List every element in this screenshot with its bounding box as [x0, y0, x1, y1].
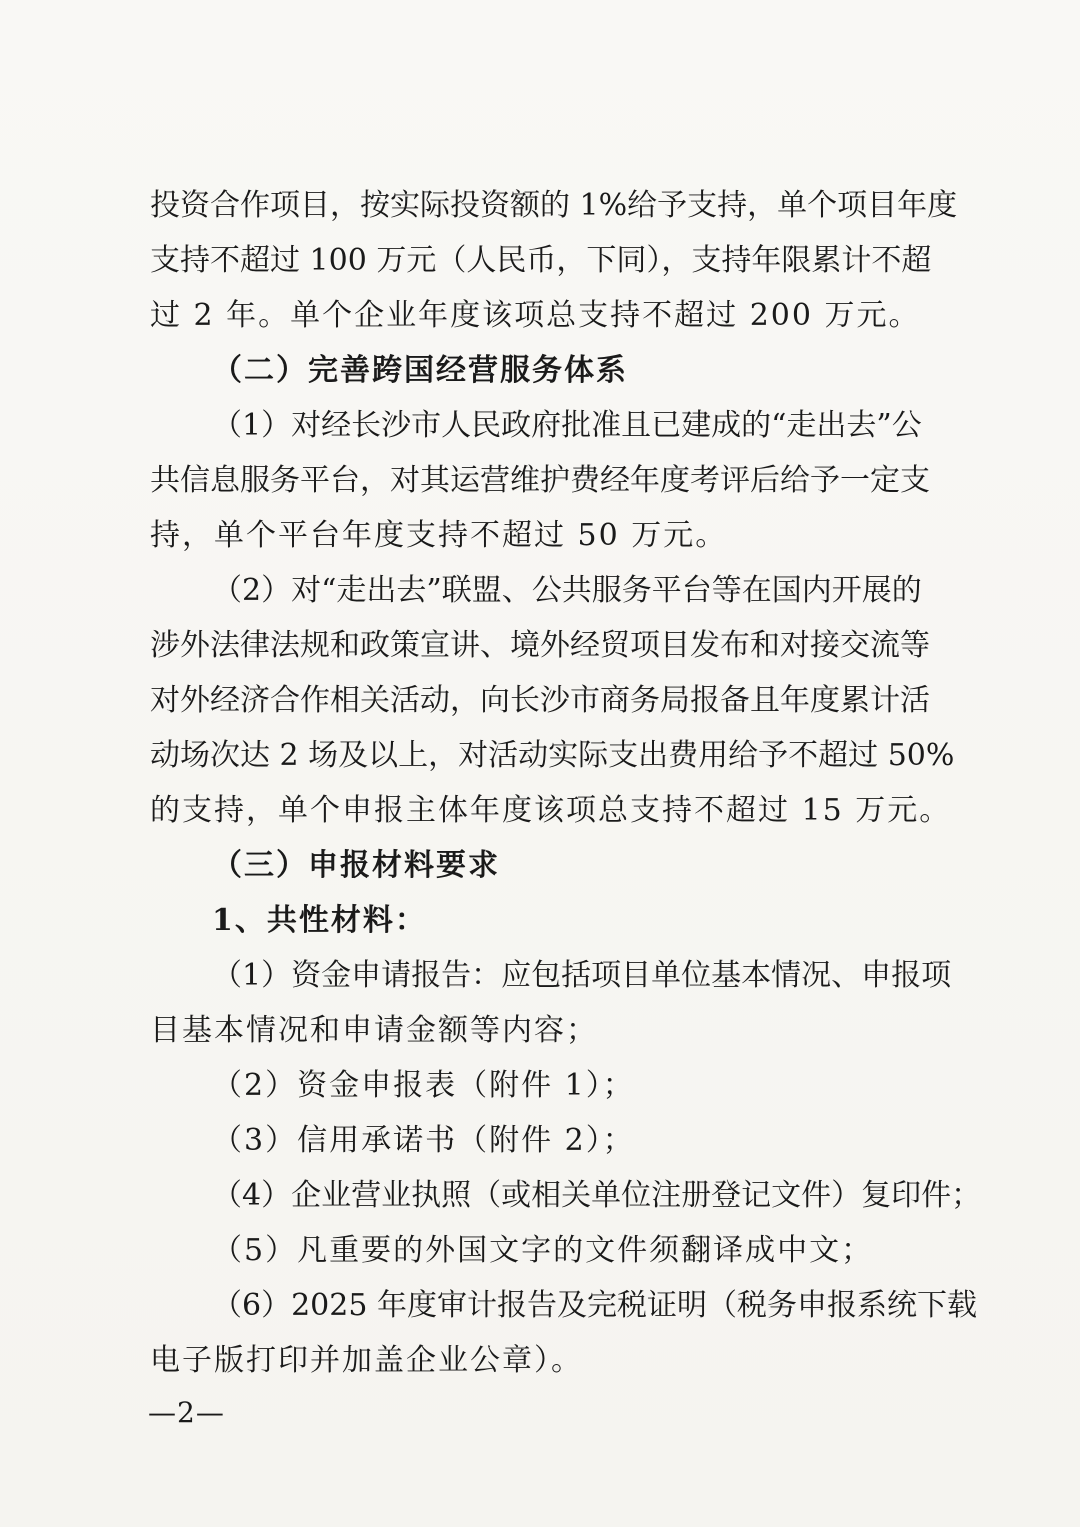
- paragraph-line-9: 涉外法律法规和政策宣讲、境外经贸项目发布和对接交流等: [150, 628, 930, 663]
- page-number: —2—: [148, 1396, 225, 1429]
- list-item-6: （6）2025 年度审计报告及完税证明（税务申报系统下载: [212, 1288, 977, 1323]
- list-item-4: （4）企业营业执照（或相关单位注册登记文件）复印件；: [212, 1178, 982, 1213]
- paragraph-line-11: 动场次达 2 场及以上，对活动实际支出费用给予不超过 50%: [150, 738, 955, 773]
- list-item-5: （5）凡重要的外国文字的文件须翻译成中文；: [212, 1233, 874, 1268]
- document-body: [150, 178, 982, 1388]
- paragraph-line-5: （1）对经长沙市人民政府批准且已建成的“走出去”公: [212, 408, 922, 443]
- paragraph-line-15: （1）资金申请报告：应包括项目单位基本情况、申报项: [212, 958, 952, 993]
- list-item-3: （3）信用承诺书（附件 2）；: [212, 1123, 635, 1158]
- paragraph-line-1: 投资合作项目，按实际投资额的 1%给予支持，单个项目年度: [150, 188, 958, 223]
- paragraph-line-3: 过 2 年。单个企业年度该项总支持不超过 200 万元。: [150, 298, 921, 333]
- section-heading-2: （二）完善跨国经营服务体系: [212, 353, 628, 388]
- paragraph-line-16: 目基本情况和申请金额等内容；: [150, 1013, 598, 1048]
- section-heading-3: （三）申报材料要求: [212, 848, 500, 883]
- paragraph-line-6: 共信息服务平台，对其运营维护费经年度考评后给予一定支: [150, 463, 930, 498]
- list-item-2: （2）资金申报表（附件 1）；: [212, 1068, 635, 1103]
- paragraph-line-2: 支持不超过 100 万元（人民币，下同），支持年限累计不超: [150, 243, 932, 278]
- paragraph-line-22: 电子版打印并加盖企业公章）。: [150, 1343, 583, 1378]
- paragraph-line-8: （2）对“走出去”联盟、公共服务平台等在国内开展的: [212, 573, 922, 608]
- subheading-common-materials: 1、共性材料：: [212, 903, 427, 938]
- paragraph-line-7: 持，单个平台年度支持不超过 50 万元。: [150, 518, 728, 553]
- paragraph-line-12: 的支持，单个申报主体年度该项总支持不超过 15 万元。: [150, 793, 952, 828]
- paragraph-line-10: 对外经济合作相关活动，向长沙市商务局报备且年度累计活: [150, 683, 930, 718]
